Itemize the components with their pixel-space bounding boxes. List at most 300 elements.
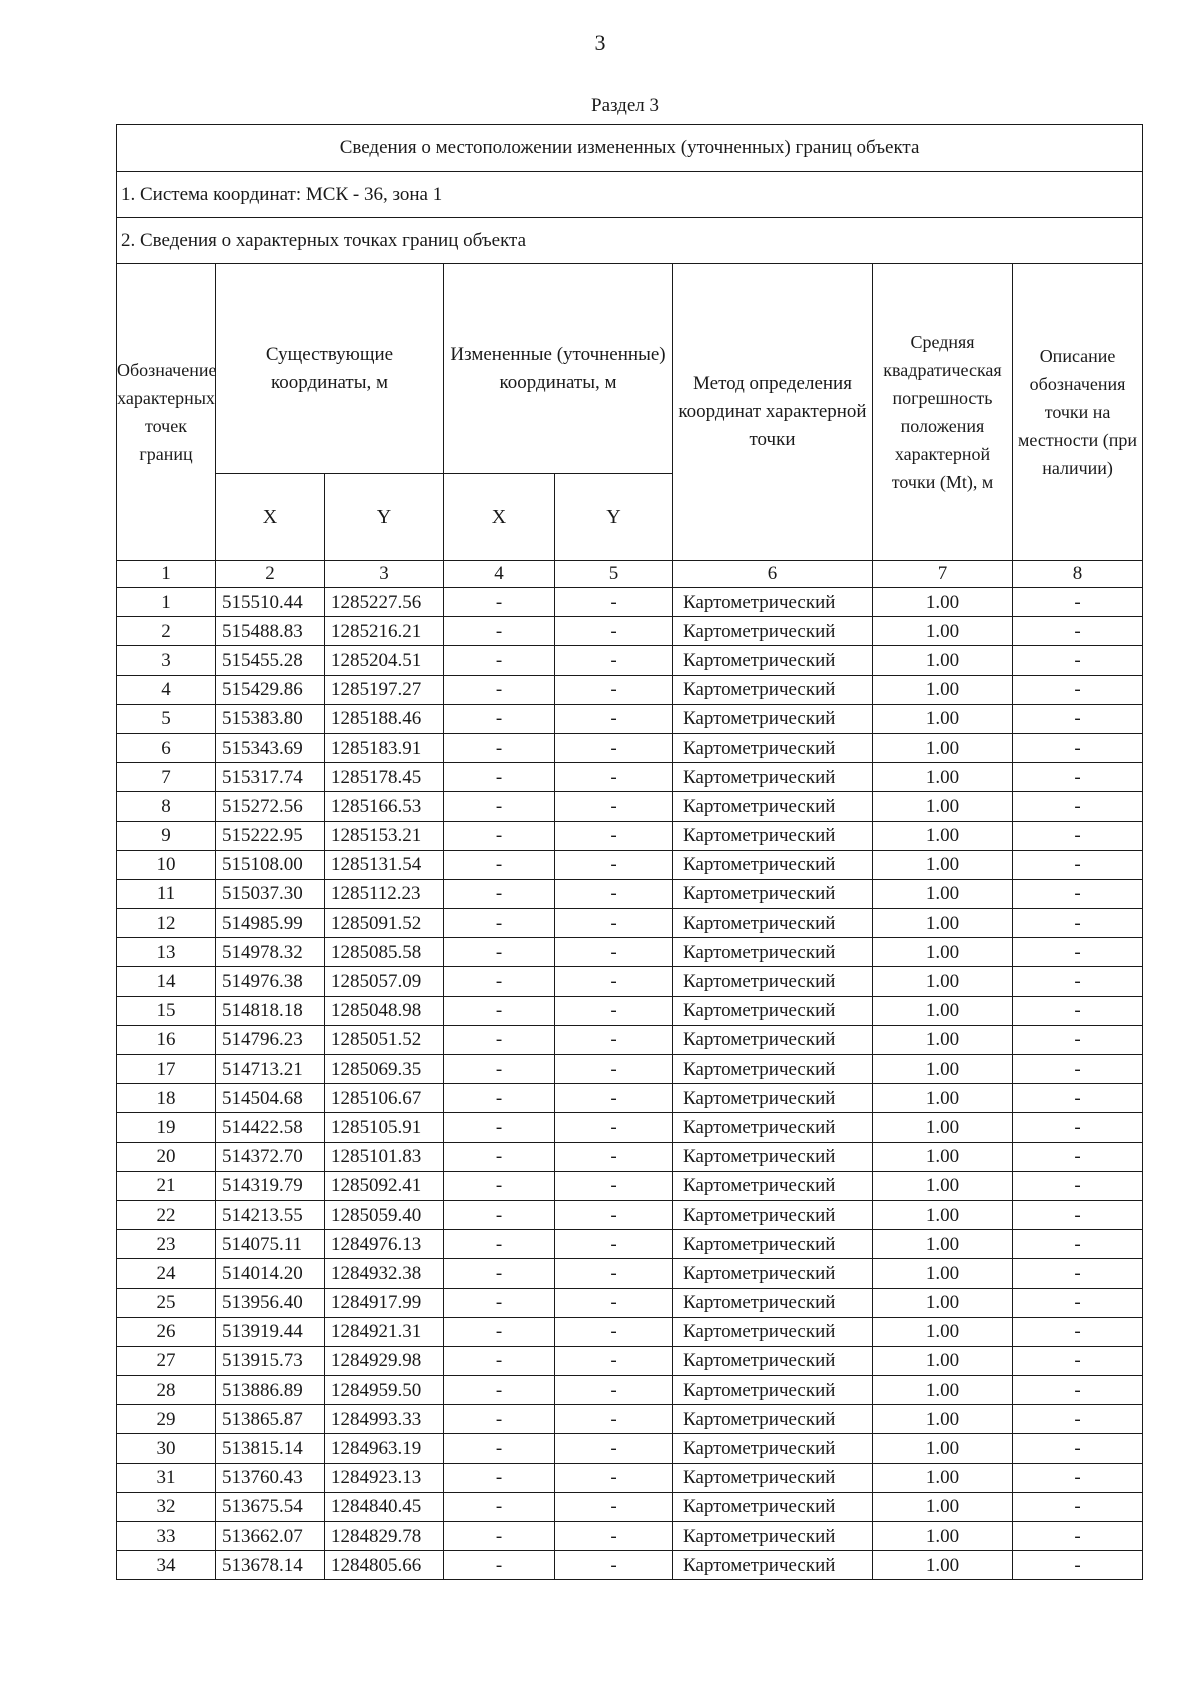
existing-y-cell: 1285153.21 xyxy=(325,821,444,850)
table-row xyxy=(117,733,1143,762)
table-row xyxy=(117,938,1143,967)
point-number-cell: 32 xyxy=(117,1492,216,1521)
description-cell: - xyxy=(1013,1084,1143,1113)
existing-x-cell: 515272.56 xyxy=(216,792,325,821)
table-row xyxy=(117,909,1143,938)
description-cell: - xyxy=(1013,1171,1143,1200)
description-cell: - xyxy=(1013,617,1143,646)
method-cell: Картометрический xyxy=(673,850,873,879)
changed-y-cell: - xyxy=(555,1492,673,1521)
changed-x-cell: - xyxy=(444,646,555,675)
table-row xyxy=(117,1463,1143,1492)
point-number-cell: 14 xyxy=(117,967,216,996)
header-changed-x: X xyxy=(444,474,555,561)
existing-x-cell: 514818.18 xyxy=(216,996,325,1025)
changed-y-cell: - xyxy=(555,1200,673,1229)
table-row xyxy=(117,1492,1143,1521)
point-number-cell: 21 xyxy=(117,1171,216,1200)
description-cell: - xyxy=(1013,646,1143,675)
description-cell: - xyxy=(1013,1055,1143,1084)
existing-y-cell: 1285197.27 xyxy=(325,675,444,704)
mean-square-error-cell: 1.00 xyxy=(873,1551,1013,1580)
method-cell: Картометрический xyxy=(673,617,873,646)
changed-x-cell: - xyxy=(444,996,555,1025)
existing-x-cell: 514213.55 xyxy=(216,1200,325,1229)
changed-x-cell: - xyxy=(444,821,555,850)
changed-x-cell: - xyxy=(444,1259,555,1288)
existing-x-cell: 514796.23 xyxy=(216,1025,325,1054)
table-row xyxy=(117,1230,1143,1259)
table-row xyxy=(117,1113,1143,1142)
mean-square-error-cell: 1.00 xyxy=(873,1346,1013,1375)
existing-x-cell: 513662.07 xyxy=(216,1522,325,1551)
changed-y-cell: - xyxy=(555,763,673,792)
description-cell: - xyxy=(1013,967,1143,996)
point-number-cell: 18 xyxy=(117,1084,216,1113)
mean-square-error-cell: 1.00 xyxy=(873,1317,1013,1346)
table-row xyxy=(117,588,1143,617)
existing-y-cell: 1284932.38 xyxy=(325,1259,444,1288)
changed-y-cell: - xyxy=(555,1055,673,1084)
existing-y-cell: 1284917.99 xyxy=(325,1288,444,1317)
mean-square-error-cell: 1.00 xyxy=(873,850,1013,879)
mean-square-error-cell: 1.00 xyxy=(873,1142,1013,1171)
changed-y-cell: - xyxy=(555,1259,673,1288)
changed-y-cell: - xyxy=(555,1551,673,1580)
column-number: 2 xyxy=(216,561,325,588)
method-cell: Картометрический xyxy=(673,1463,873,1492)
header-mean-square-error: Средняя квадратическая погрешность положения характерной точки (Mt), м xyxy=(873,264,1013,561)
existing-x-cell: 515037.30 xyxy=(216,879,325,908)
existing-y-cell: 1285112.23 xyxy=(325,879,444,908)
description-cell: - xyxy=(1013,1346,1143,1375)
point-number-cell: 10 xyxy=(117,850,216,879)
point-number-cell: 27 xyxy=(117,1346,216,1375)
existing-x-cell: 513886.89 xyxy=(216,1376,325,1405)
existing-x-cell: 513815.14 xyxy=(216,1434,325,1463)
method-cell: Картометрический xyxy=(673,1522,873,1551)
header-method: Метод определения координат характерной точки xyxy=(673,264,873,561)
mean-square-error-cell: 1.00 xyxy=(873,909,1013,938)
mean-square-error-cell: 1.00 xyxy=(873,675,1013,704)
existing-y-cell: 1285051.52 xyxy=(325,1025,444,1054)
existing-y-cell: 1284959.50 xyxy=(325,1376,444,1405)
method-cell: Картометрический xyxy=(673,1346,873,1375)
header-existing-coordinates: Существующие координаты, м xyxy=(216,264,444,474)
changed-x-cell: - xyxy=(444,967,555,996)
changed-x-cell: - xyxy=(444,1055,555,1084)
existing-y-cell: 1284929.98 xyxy=(325,1346,444,1375)
changed-x-cell: - xyxy=(444,1522,555,1551)
changed-x-cell: - xyxy=(444,1463,555,1492)
existing-x-cell: 513919.44 xyxy=(216,1317,325,1346)
point-number-cell: 12 xyxy=(117,909,216,938)
method-cell: Картометрический xyxy=(673,821,873,850)
existing-y-cell: 1284829.78 xyxy=(325,1522,444,1551)
changed-x-cell: - xyxy=(444,763,555,792)
point-number-cell: 25 xyxy=(117,1288,216,1317)
existing-x-cell: 515317.74 xyxy=(216,763,325,792)
method-cell: Картометрический xyxy=(673,1551,873,1580)
existing-x-cell: 513678.14 xyxy=(216,1551,325,1580)
method-cell: Картометрический xyxy=(673,1317,873,1346)
point-number-cell: 29 xyxy=(117,1405,216,1434)
point-number-cell: 24 xyxy=(117,1259,216,1288)
mean-square-error-cell: 1.00 xyxy=(873,704,1013,733)
point-number-cell: 30 xyxy=(117,1434,216,1463)
existing-y-cell: 1285059.40 xyxy=(325,1200,444,1229)
changed-y-cell: - xyxy=(555,850,673,879)
changed-x-cell: - xyxy=(444,792,555,821)
existing-y-cell: 1284921.31 xyxy=(325,1317,444,1346)
point-number-cell: 20 xyxy=(117,1142,216,1171)
table-title: Сведения о местоположении измененных (уточненных) границ объекта xyxy=(117,125,1143,172)
existing-x-cell: 515429.86 xyxy=(216,675,325,704)
table-row xyxy=(117,617,1143,646)
mean-square-error-cell: 1.00 xyxy=(873,996,1013,1025)
changed-x-cell: - xyxy=(444,850,555,879)
table-row xyxy=(117,1317,1143,1346)
point-number-cell: 3 xyxy=(117,646,216,675)
method-cell: Картометрический xyxy=(673,1230,873,1259)
mean-square-error-cell: 1.00 xyxy=(873,879,1013,908)
point-number-cell: 9 xyxy=(117,821,216,850)
existing-y-cell: 1285204.51 xyxy=(325,646,444,675)
method-cell: Картометрический xyxy=(673,879,873,908)
description-cell: - xyxy=(1013,938,1143,967)
existing-y-cell: 1284840.45 xyxy=(325,1492,444,1521)
existing-y-cell: 1285166.53 xyxy=(325,792,444,821)
changed-y-cell: - xyxy=(555,704,673,733)
mean-square-error-cell: 1.00 xyxy=(873,938,1013,967)
existing-y-cell: 1285131.54 xyxy=(325,850,444,879)
changed-y-cell: - xyxy=(555,733,673,762)
point-number-cell: 26 xyxy=(117,1317,216,1346)
description-cell: - xyxy=(1013,1376,1143,1405)
section-title: Раздел 3 xyxy=(591,95,659,116)
method-cell: Картометрический xyxy=(673,792,873,821)
changed-y-cell: - xyxy=(555,675,673,704)
point-number-cell: 11 xyxy=(117,879,216,908)
description-cell: - xyxy=(1013,588,1143,617)
method-cell: Картометрический xyxy=(673,704,873,733)
mean-square-error-cell: 1.00 xyxy=(873,733,1013,762)
mean-square-error-cell: 1.00 xyxy=(873,1434,1013,1463)
description-cell: - xyxy=(1013,704,1143,733)
header-changed-coordinates: Измененные (уточненные) координаты, м xyxy=(444,264,673,474)
description-cell: - xyxy=(1013,1492,1143,1521)
existing-y-cell: 1285216.21 xyxy=(325,617,444,646)
existing-y-cell: 1285188.46 xyxy=(325,704,444,733)
existing-y-cell: 1284976.13 xyxy=(325,1230,444,1259)
table-row xyxy=(117,1084,1143,1113)
existing-x-cell: 513675.54 xyxy=(216,1492,325,1521)
mean-square-error-cell: 1.00 xyxy=(873,1200,1013,1229)
page-number: 3 xyxy=(594,30,606,55)
table-row xyxy=(117,967,1143,996)
mean-square-error-cell: 1.00 xyxy=(873,1025,1013,1054)
existing-x-cell: 515510.44 xyxy=(216,588,325,617)
point-number-cell: 5 xyxy=(117,704,216,733)
description-cell: - xyxy=(1013,1551,1143,1580)
table-row xyxy=(117,1434,1143,1463)
table-row xyxy=(117,821,1143,850)
description-cell: - xyxy=(1013,1463,1143,1492)
existing-y-cell: 1285101.83 xyxy=(325,1142,444,1171)
changed-y-cell: - xyxy=(555,1317,673,1346)
mean-square-error-cell: 1.00 xyxy=(873,763,1013,792)
mean-square-error-cell: 1.00 xyxy=(873,1288,1013,1317)
method-cell: Картометрический xyxy=(673,1434,873,1463)
changed-x-cell: - xyxy=(444,733,555,762)
mean-square-error-cell: 1.00 xyxy=(873,821,1013,850)
table-row xyxy=(117,1551,1143,1580)
table-row xyxy=(117,996,1143,1025)
changed-x-cell: - xyxy=(444,1288,555,1317)
points-heading: 2. Сведения о характерных точках границ объекта xyxy=(117,218,1143,264)
existing-y-cell: 1285057.09 xyxy=(325,967,444,996)
changed-x-cell: - xyxy=(444,879,555,908)
column-number: 7 xyxy=(873,561,1013,588)
method-cell: Картометрический xyxy=(673,1025,873,1054)
existing-y-cell: 1284805.66 xyxy=(325,1551,444,1580)
existing-y-cell: 1285092.41 xyxy=(325,1171,444,1200)
existing-y-cell: 1285048.98 xyxy=(325,996,444,1025)
changed-x-cell: - xyxy=(444,675,555,704)
changed-x-cell: - xyxy=(444,1346,555,1375)
point-number-cell: 28 xyxy=(117,1376,216,1405)
table-row xyxy=(117,1200,1143,1229)
description-cell: - xyxy=(1013,1317,1143,1346)
point-number-cell: 15 xyxy=(117,996,216,1025)
table-row xyxy=(117,1055,1143,1084)
existing-x-cell: 514713.21 xyxy=(216,1055,325,1084)
method-cell: Картометрический xyxy=(673,996,873,1025)
column-number: 1 xyxy=(117,561,216,588)
changed-x-cell: - xyxy=(444,909,555,938)
method-cell: Картометрический xyxy=(673,1084,873,1113)
mean-square-error-cell: 1.00 xyxy=(873,646,1013,675)
existing-y-cell: 1285105.91 xyxy=(325,1113,444,1142)
mean-square-error-cell: 1.00 xyxy=(873,967,1013,996)
existing-x-cell: 515455.28 xyxy=(216,646,325,675)
changed-y-cell: - xyxy=(555,879,673,908)
table-row xyxy=(117,850,1143,879)
table-row xyxy=(117,1405,1143,1434)
point-number-cell: 1 xyxy=(117,588,216,617)
description-cell: - xyxy=(1013,675,1143,704)
changed-x-cell: - xyxy=(444,617,555,646)
changed-y-cell: - xyxy=(555,1288,673,1317)
coordinate-system: 1. Система координат: МСК - 36, зона 1 xyxy=(117,172,1143,218)
existing-x-cell: 514976.38 xyxy=(216,967,325,996)
boundary-points-table xyxy=(116,124,1143,1580)
changed-y-cell: - xyxy=(555,821,673,850)
existing-y-cell: 1285178.45 xyxy=(325,763,444,792)
table-row xyxy=(117,1288,1143,1317)
column-numbers-row xyxy=(117,561,1143,588)
point-number-cell: 22 xyxy=(117,1200,216,1229)
changed-x-cell: - xyxy=(444,1551,555,1580)
changed-x-cell: - xyxy=(444,1171,555,1200)
existing-x-cell: 514422.58 xyxy=(216,1113,325,1142)
method-cell: Картометрический xyxy=(673,675,873,704)
changed-y-cell: - xyxy=(555,1084,673,1113)
description-cell: - xyxy=(1013,996,1143,1025)
existing-y-cell: 1285106.67 xyxy=(325,1084,444,1113)
existing-y-cell: 1285069.35 xyxy=(325,1055,444,1084)
method-cell: Картометрический xyxy=(673,646,873,675)
changed-y-cell: - xyxy=(555,967,673,996)
point-number-cell: 8 xyxy=(117,792,216,821)
mean-square-error-cell: 1.00 xyxy=(873,1171,1013,1200)
description-cell: - xyxy=(1013,1434,1143,1463)
description-cell: - xyxy=(1013,1142,1143,1171)
description-cell: - xyxy=(1013,792,1143,821)
mean-square-error-cell: 1.00 xyxy=(873,1259,1013,1288)
changed-y-cell: - xyxy=(555,1171,673,1200)
existing-y-cell: 1284923.13 xyxy=(325,1463,444,1492)
existing-y-cell: 1284963.19 xyxy=(325,1434,444,1463)
changed-y-cell: - xyxy=(555,909,673,938)
changed-y-cell: - xyxy=(555,1113,673,1142)
method-cell: Картометрический xyxy=(673,967,873,996)
changed-y-cell: - xyxy=(555,1346,673,1375)
existing-x-cell: 515383.80 xyxy=(216,704,325,733)
existing-x-cell: 514319.79 xyxy=(216,1171,325,1200)
description-cell: - xyxy=(1013,1230,1143,1259)
changed-y-cell: - xyxy=(555,996,673,1025)
description-cell: - xyxy=(1013,1113,1143,1142)
method-cell: Картометрический xyxy=(673,1405,873,1434)
table-row xyxy=(117,1259,1143,1288)
mean-square-error-cell: 1.00 xyxy=(873,1463,1013,1492)
method-cell: Картометрический xyxy=(673,1376,873,1405)
changed-y-cell: - xyxy=(555,1522,673,1551)
changed-y-cell: - xyxy=(555,1376,673,1405)
changed-x-cell: - xyxy=(444,1025,555,1054)
column-number: 6 xyxy=(673,561,873,588)
description-cell: - xyxy=(1013,1522,1143,1551)
header-existing-y: Y xyxy=(325,474,444,561)
column-number: 5 xyxy=(555,561,673,588)
method-cell: Картометрический xyxy=(673,1171,873,1200)
header-existing-x: X xyxy=(216,474,325,561)
table-row xyxy=(117,1142,1143,1171)
point-number-cell: 6 xyxy=(117,733,216,762)
point-number-cell: 16 xyxy=(117,1025,216,1054)
existing-y-cell: 1285227.56 xyxy=(325,588,444,617)
changed-y-cell: - xyxy=(555,1025,673,1054)
mean-square-error-cell: 1.00 xyxy=(873,1113,1013,1142)
header-point-designation: Обозначение характерных точек границ xyxy=(117,264,216,561)
mean-square-error-cell: 1.00 xyxy=(873,1522,1013,1551)
point-number-cell: 33 xyxy=(117,1522,216,1551)
description-cell: - xyxy=(1013,1200,1143,1229)
changed-x-cell: - xyxy=(444,1434,555,1463)
changed-x-cell: - xyxy=(444,1317,555,1346)
changed-y-cell: - xyxy=(555,617,673,646)
changed-y-cell: - xyxy=(555,1463,673,1492)
mean-square-error-cell: 1.00 xyxy=(873,792,1013,821)
changed-x-cell: - xyxy=(444,938,555,967)
table-row xyxy=(117,1376,1143,1405)
method-cell: Картометрический xyxy=(673,763,873,792)
existing-x-cell: 513915.73 xyxy=(216,1346,325,1375)
changed-y-cell: - xyxy=(555,1230,673,1259)
changed-x-cell: - xyxy=(444,1200,555,1229)
existing-x-cell: 514372.70 xyxy=(216,1142,325,1171)
table-row xyxy=(117,1522,1143,1551)
changed-x-cell: - xyxy=(444,1376,555,1405)
description-cell: - xyxy=(1013,909,1143,938)
changed-x-cell: - xyxy=(444,588,555,617)
existing-x-cell: 514985.99 xyxy=(216,909,325,938)
changed-x-cell: - xyxy=(444,1113,555,1142)
description-cell: - xyxy=(1013,1288,1143,1317)
point-number-cell: 19 xyxy=(117,1113,216,1142)
table-row xyxy=(117,763,1143,792)
changed-x-cell: - xyxy=(444,1084,555,1113)
method-cell: Картометрический xyxy=(673,588,873,617)
method-cell: Картометрический xyxy=(673,1288,873,1317)
method-cell: Картометрический xyxy=(673,733,873,762)
mean-square-error-cell: 1.00 xyxy=(873,1492,1013,1521)
column-number: 3 xyxy=(325,561,444,588)
table-row xyxy=(117,1025,1143,1054)
point-number-cell: 13 xyxy=(117,938,216,967)
description-cell: - xyxy=(1013,879,1143,908)
method-cell: Картометрический xyxy=(673,909,873,938)
changed-x-cell: - xyxy=(444,1405,555,1434)
changed-y-cell: - xyxy=(555,646,673,675)
point-number-cell: 7 xyxy=(117,763,216,792)
table-row xyxy=(117,879,1143,908)
method-cell: Картометрический xyxy=(673,938,873,967)
existing-x-cell: 514075.11 xyxy=(216,1230,325,1259)
existing-x-cell: 515108.00 xyxy=(216,850,325,879)
mean-square-error-cell: 1.00 xyxy=(873,1376,1013,1405)
method-cell: Картометрический xyxy=(673,1142,873,1171)
method-cell: Картометрический xyxy=(673,1055,873,1084)
method-cell: Картометрический xyxy=(673,1200,873,1229)
existing-x-cell: 513760.43 xyxy=(216,1463,325,1492)
column-number: 8 xyxy=(1013,561,1143,588)
column-number: 4 xyxy=(444,561,555,588)
table-row xyxy=(117,1346,1143,1375)
table-row xyxy=(117,675,1143,704)
point-number-cell: 17 xyxy=(117,1055,216,1084)
table-row xyxy=(117,704,1143,733)
mean-square-error-cell: 1.00 xyxy=(873,588,1013,617)
changed-y-cell: - xyxy=(555,588,673,617)
existing-x-cell: 513956.40 xyxy=(216,1288,325,1317)
description-cell: - xyxy=(1013,763,1143,792)
mean-square-error-cell: 1.00 xyxy=(873,1405,1013,1434)
mean-square-error-cell: 1.00 xyxy=(873,1055,1013,1084)
changed-x-cell: - xyxy=(444,1492,555,1521)
method-cell: Картометрический xyxy=(673,1259,873,1288)
point-number-cell: 34 xyxy=(117,1551,216,1580)
point-number-cell: 23 xyxy=(117,1230,216,1259)
description-cell: - xyxy=(1013,821,1143,850)
table-row xyxy=(117,1171,1143,1200)
method-cell: Картометрический xyxy=(673,1492,873,1521)
changed-y-cell: - xyxy=(555,792,673,821)
description-cell: - xyxy=(1013,1259,1143,1288)
existing-y-cell: 1285183.91 xyxy=(325,733,444,762)
table-row xyxy=(117,646,1143,675)
